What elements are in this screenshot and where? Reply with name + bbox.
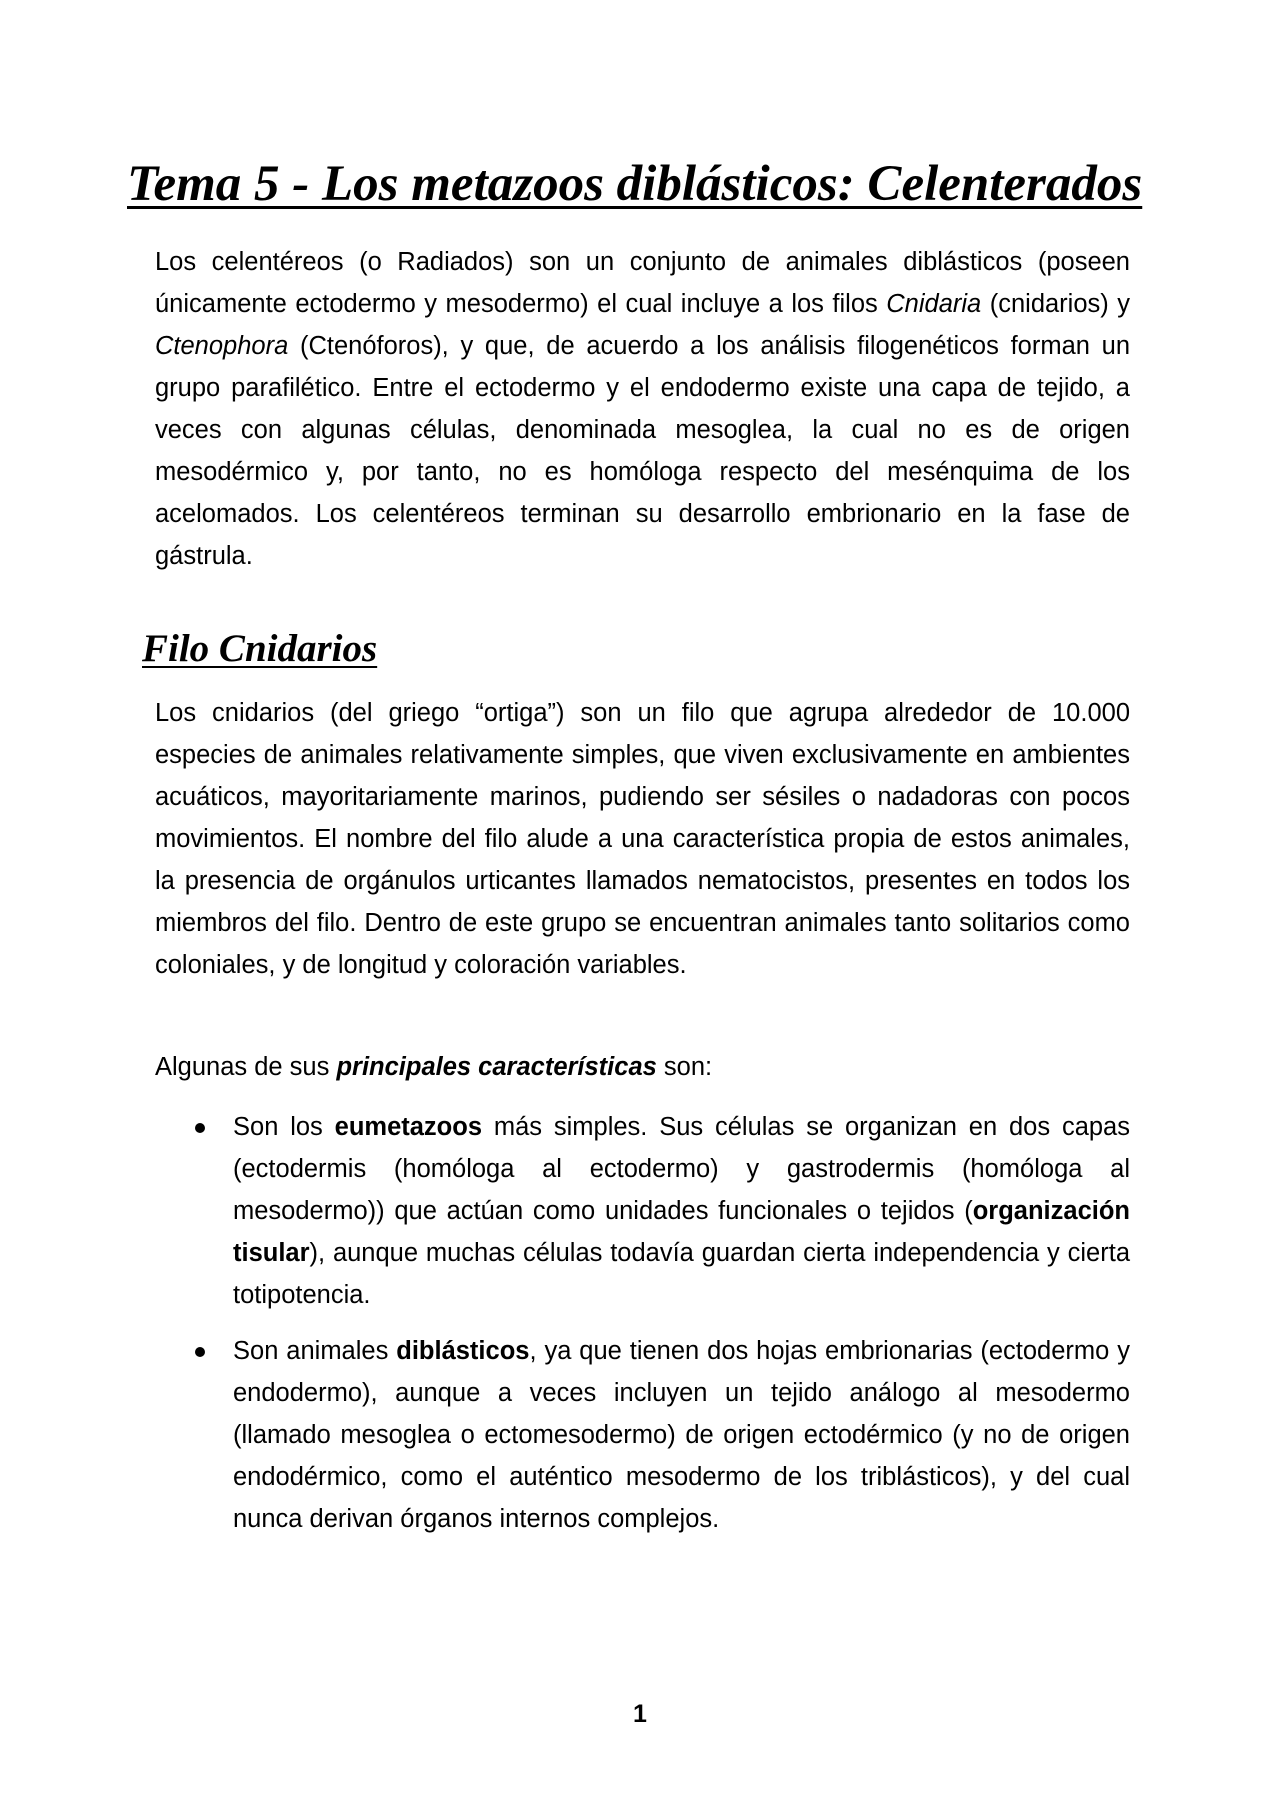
- bullet-1-text-2: más simples. Sus células se organizan en dos capas (ectodermis (homóloga al ectodermo) y gastrodermis (homóloga al mesodermo)) que actúan como unidades funcionales o tejidos (: [233, 1113, 1130, 1225]
- intro-paragraph: [155, 241, 1130, 577]
- list-item: [155, 1106, 1130, 1316]
- bullet-2-bold-1: diblásticos: [396, 1337, 530, 1365]
- page-title: Tema 5 - Los metazoos diblásticos: Celenterados: [127, 156, 1143, 212]
- section-heading-filo-cnidarios: Filo Cnidarios: [142, 627, 378, 670]
- bullet-icon: [195, 1123, 205, 1133]
- list-item: [155, 1330, 1130, 1540]
- cnidarios-paragraph: Los cnidarios (del griego “ortiga”) son un filo que agrupa alrededor de 10.000 especies de animales relativamente simples, que viven exclusivamente en ambientes acuáticos, mayoritariamente marinos, pudiendo ser sésiles o nadadoras con pocos movimientos. El nombre del filo alude a una característica propia de estos animales, la presencia de orgánulos urticantes llamados nematocistos, presentes en todos los miembros del filo. Dentro de este grupo se encuentran animales tanto solitarios como coloniales, y de longitud y coloración variables.: [155, 699, 1130, 979]
- characteristics-lead: [155, 1046, 1130, 1088]
- intro-text-2: (cnidarios) y: [981, 290, 1131, 318]
- intro-text-1: Los celentéreos (o Radiados) son un conjunto de animales diblásticos (poseen únicamente ectodermo y mesodermo) el cual incluye a los filos: [155, 248, 1130, 318]
- lead-emphasis: principales características: [336, 1053, 657, 1081]
- intro-text-3: (Ctenóforos), y que, de acuerdo a los análisis filogenéticos forman un grupo parafilético. Entre el ectodermo y el endodermo existe una capa de tejido, a veces con algunas células, denominada mesoglea, la cual no es de origen mesodérmico y, por tanto, no es homóloga respecto del mesénquima de los acelomados. Los celentéreos terminan su desarrollo embrionario en la fase de gástrula.: [155, 332, 1130, 570]
- page-number: 1: [633, 1700, 647, 1728]
- intro-cnidaria-term: Cnidaria: [886, 290, 982, 318]
- bullet-2-text-1: Son animales: [233, 1337, 397, 1365]
- bullet-1-bold-1: eumetazoos: [334, 1113, 483, 1141]
- bullet-1-text-3: ), aunque muchas células todavía guardan cierta independencia y cierta totipotencia.: [233, 1239, 1130, 1309]
- characteristics-list: [155, 1106, 1130, 1554]
- bullet-1-text-1: Son los: [233, 1113, 335, 1141]
- bullet-2-text-2: , ya que tienen dos hojas embrionarias (ectodermo y endodermo), aunque a veces incluyen un tejido análogo al mesodermo (llamado mesoglea o ectomesodermo) de origen ectodérmico (y no de origen endodérmico, como el auténtico mesodermo de los triblásticos), y del cual nunca derivan órganos internos complejos.: [233, 1337, 1130, 1533]
- bullet-icon: [195, 1347, 205, 1357]
- lead-text-1: Algunas de sus: [155, 1053, 337, 1081]
- intro-ctenophora-term: Ctenophora: [155, 332, 289, 360]
- lead-text-2: son:: [656, 1053, 713, 1081]
- bullet-1-bold-2: organización tisular: [233, 1197, 1130, 1267]
